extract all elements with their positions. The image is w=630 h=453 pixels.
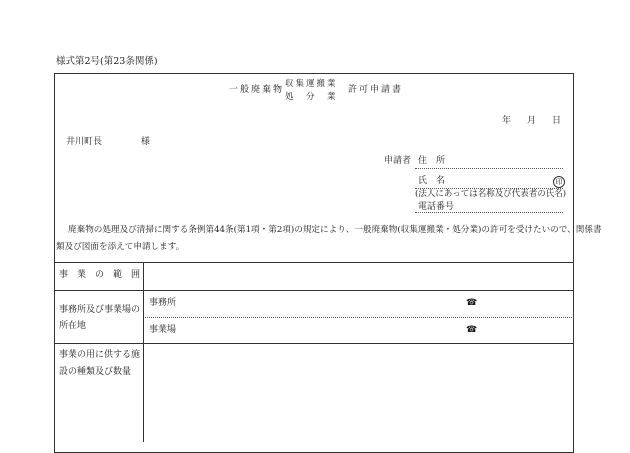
row2-label-line1: 事務所及び事業場の — [59, 305, 141, 315]
row2-office-label: 事務所 — [149, 298, 177, 308]
row2-sub-divider — [143, 317, 574, 318]
title-lower-line: 処 分 業 — [285, 92, 338, 102]
row3-label-line2: 設の種類及び数量 — [59, 367, 132, 377]
body-text-line1: 廃棄物の処理及び清掃に関する条例第44条(第1項・第2項)の規定により、一般廃棄物(収集運搬業・処分業)の許可を受けたいので、関係書 — [68, 225, 602, 235]
name-label: 氏 名 — [418, 176, 446, 186]
address-label: 住 所 — [418, 156, 446, 166]
title-suffix: 許可申請書 — [348, 85, 404, 95]
name-note: (法人にあっては名称及び代表者の氏名) — [415, 189, 567, 199]
row2-bottom-border — [54, 343, 574, 344]
row1-label: 事 業 の 範 囲 — [59, 270, 141, 280]
table-top-border — [54, 262, 574, 263]
form-label: 様式第2号(第23条関係) — [56, 56, 158, 67]
date-year: 年 — [502, 116, 512, 126]
site-phone-icon: ☎ — [466, 325, 478, 335]
row2-label-line2: 所在地 — [59, 321, 87, 331]
form-frame — [54, 73, 574, 453]
address-line — [415, 168, 563, 169]
title-upper-line: 収集運搬業 — [285, 79, 338, 89]
row3-label-line1: 事業の用に供する施 — [59, 350, 141, 360]
addressee-honorific: 様 — [141, 137, 151, 147]
row2-site-label: 事業場 — [149, 325, 177, 335]
date-day: 日 — [552, 116, 562, 126]
addressee-name: 井川町長 — [66, 137, 103, 147]
title-prefix: 一般廃棄物 — [229, 85, 285, 95]
body-text-line2: 類及び図面を添えて申請します。 — [56, 242, 185, 252]
seal-mark: 印 — [553, 176, 565, 188]
applicant-label: 申請者 — [384, 156, 412, 166]
phone-label: 電話番号 — [418, 202, 455, 212]
date-month: 月 — [527, 116, 537, 126]
office-phone-icon: ☎ — [466, 298, 478, 308]
table-column-divider — [143, 262, 144, 442]
row1-bottom-border — [54, 290, 574, 291]
phone-line — [415, 212, 563, 213]
